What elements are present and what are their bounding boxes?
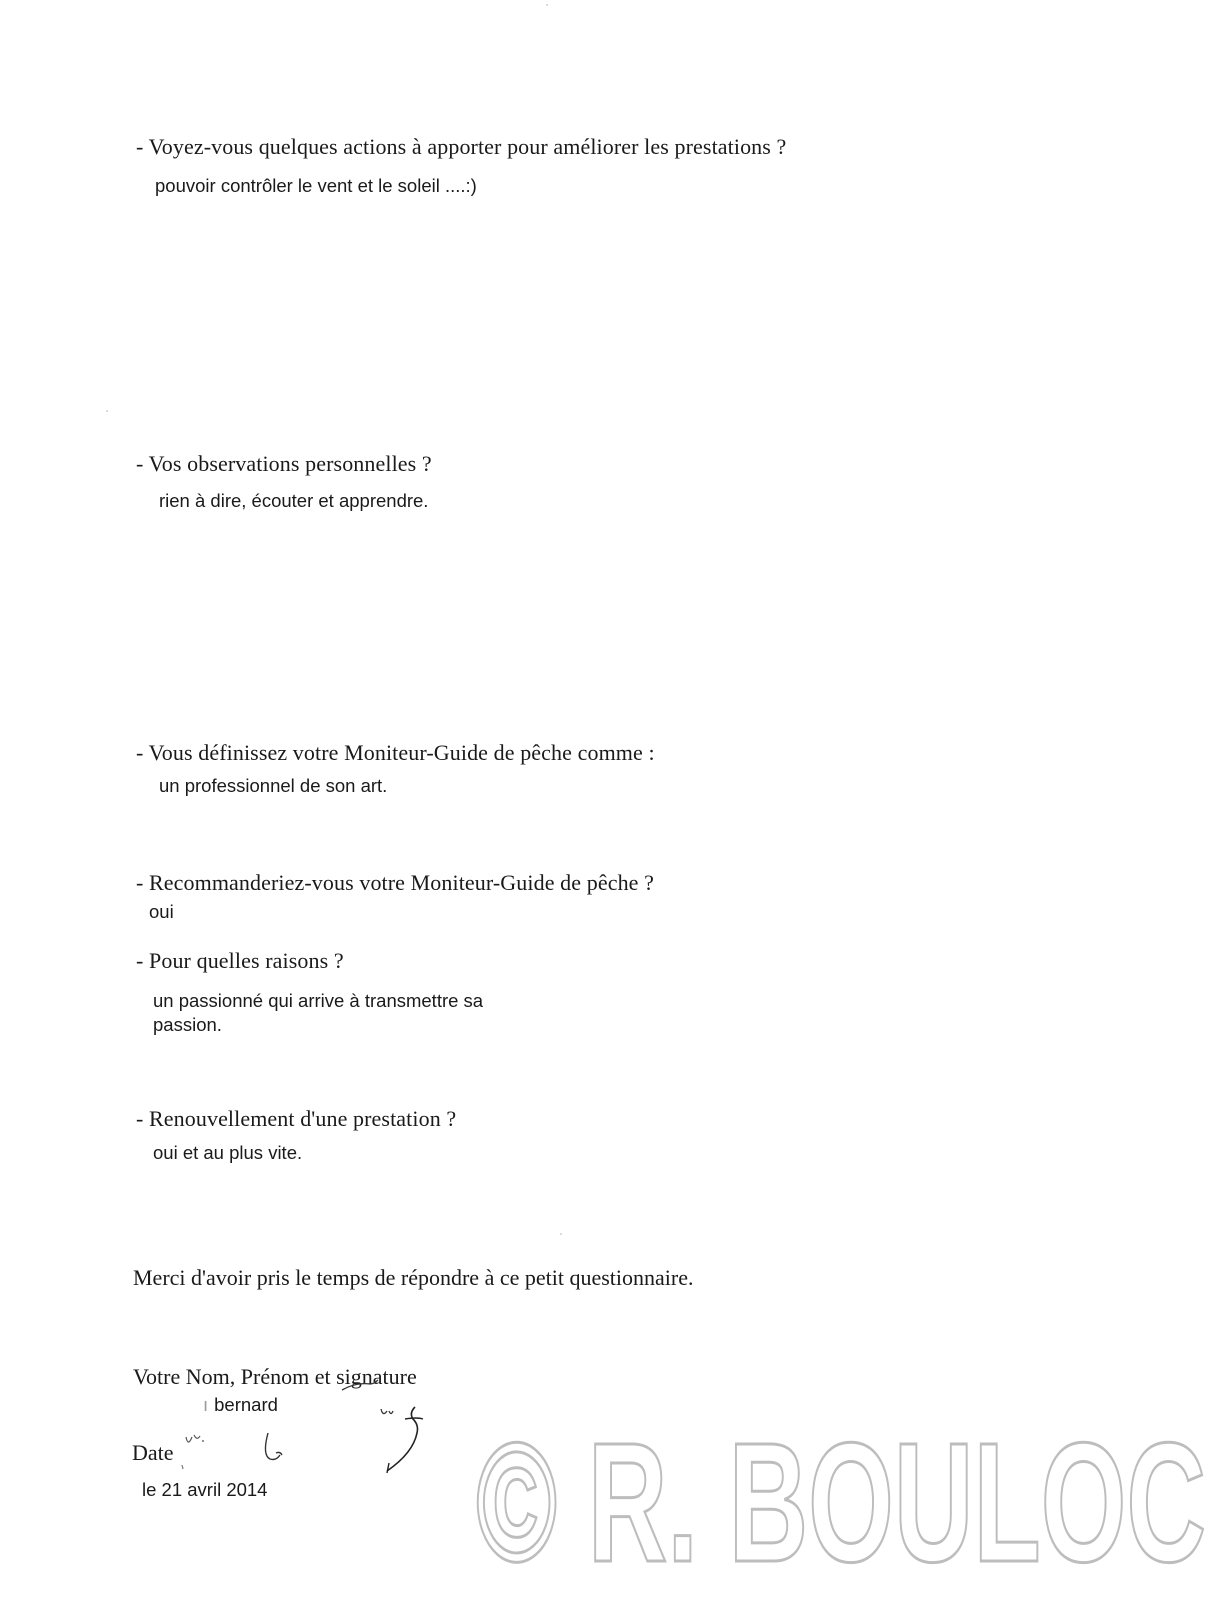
scan-speck bbox=[106, 410, 108, 412]
question-define-guide: - Vous définissez votre Moniteur-Guide de pêche comme : bbox=[136, 740, 655, 765]
answer-reasons-line1: un passionné qui arrive à transmettre sa bbox=[153, 990, 484, 1011]
signature-strike-mark bbox=[340, 1372, 380, 1394]
name-value: bernard bbox=[214, 1394, 278, 1415]
watermark-text: © R. BOULOC bbox=[476, 1408, 1206, 1588]
question-improvements: - Voyez-vous quelques actions à apporter pour améliorer les prestations ? bbox=[136, 134, 787, 159]
redaction-mark: ı bbox=[203, 1394, 209, 1415]
answer-observations: rien à dire, écouter et apprendre. bbox=[159, 490, 429, 511]
answer-define-guide: un professionnel de son art. bbox=[159, 775, 388, 796]
answer-renewal: oui et au plus vite. bbox=[153, 1142, 303, 1163]
copyright-watermark bbox=[476, 1393, 1218, 1588]
answer-reasons-line2: passion. bbox=[153, 1014, 222, 1035]
question-reasons: - Pour quelles raisons ? bbox=[136, 948, 344, 973]
date-scribble bbox=[180, 1425, 300, 1475]
question-observations: - Vos observations personnelles ? bbox=[136, 451, 432, 476]
scan-speck bbox=[546, 4, 548, 6]
answer-improvements: pouvoir contrôler le vent et le soleil ....:) bbox=[155, 175, 477, 196]
closing-thanks: Merci d'avoir pris le temps de répondre à ce petit questionnaire. bbox=[133, 1265, 694, 1290]
answer-recommend: oui bbox=[149, 901, 174, 922]
question-recommend: - Recommanderiez-vous votre Moniteur-Guide de pêche ? bbox=[136, 870, 654, 895]
date-value: le 21 avril 2014 bbox=[142, 1479, 268, 1500]
date-label: Date bbox=[132, 1440, 174, 1465]
handwritten-signature bbox=[365, 1405, 435, 1475]
signature-label: Votre Nom, Prénom et signature bbox=[133, 1364, 417, 1389]
scan-speck bbox=[560, 1233, 562, 1235]
name-field bbox=[203, 1392, 278, 1417]
question-renewal: - Renouvellement d'une prestation ? bbox=[136, 1106, 457, 1131]
